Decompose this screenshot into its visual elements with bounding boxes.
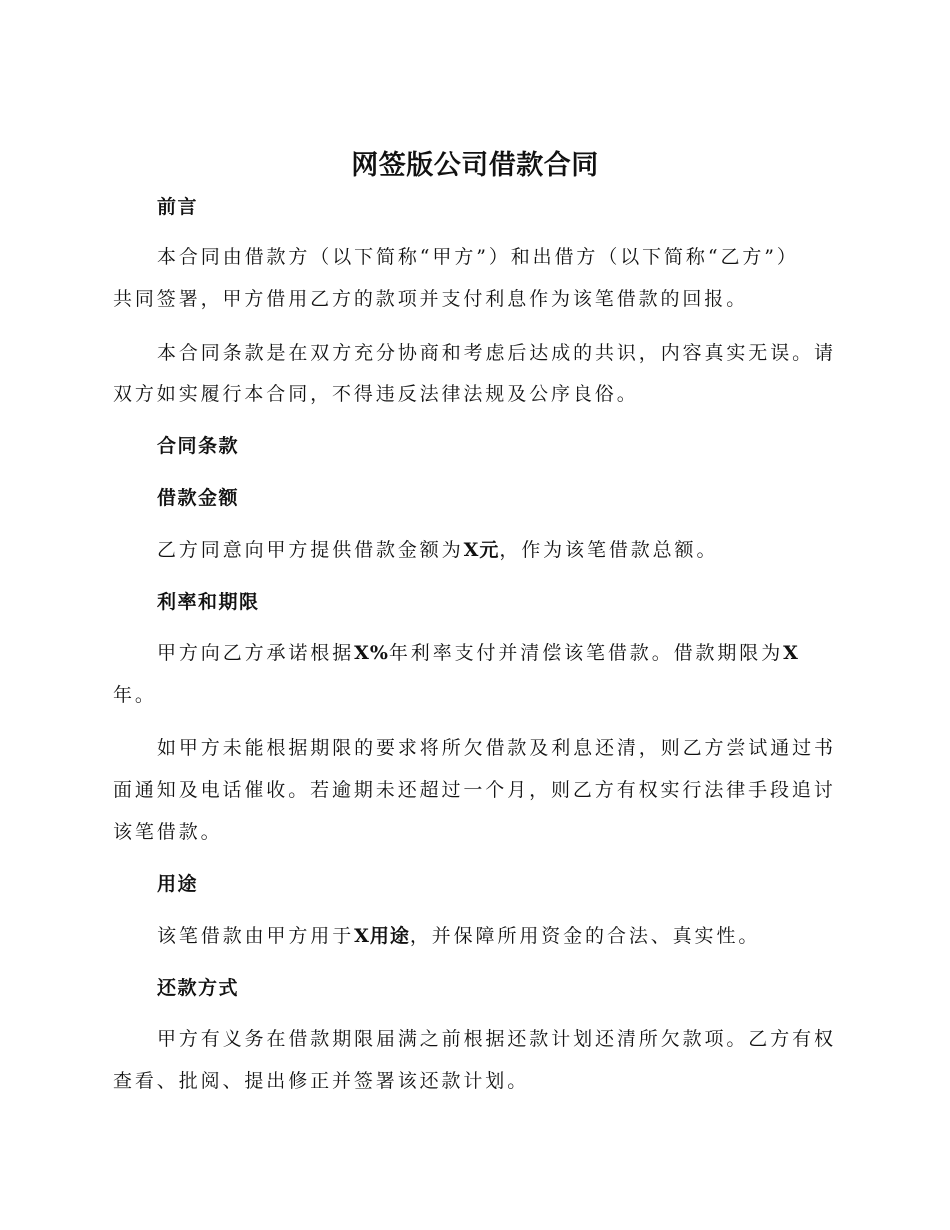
paragraph-line: 本合同由借款方（以下简称“甲方”）和出借方（以下简称“乙方”） (157, 246, 799, 268)
purpose-placeholder: X用途 (354, 925, 410, 947)
text-run: 年利率支付并清偿该笔借款。借款期限为 (388, 642, 784, 664)
paragraph-line: 如甲方未能根据期限的要求将所欠借款及利息还清，则乙方尝试通过书 (157, 737, 836, 759)
section-heading-loan-amount: 借款金额 (157, 487, 240, 509)
paragraph-line: 甲方有义务在借款期限届满之前根据还款计划还清所欠款项。乙方有权 (157, 1028, 836, 1050)
section-heading-purpose: 用途 (157, 873, 199, 895)
document-title: 网签版公司借款合同 (351, 150, 599, 181)
paragraph-line: 年。 (113, 684, 157, 706)
text-run: 该笔借款由甲方用于 (157, 925, 355, 947)
text-run: ，并保障所用资金的合法、真实性。 (409, 925, 761, 947)
section-heading-terms: 合同条款 (157, 435, 240, 457)
text-run: ，作为该笔借款总额。 (499, 539, 719, 561)
rate-placeholder: X% (354, 642, 389, 664)
section-heading-preface: 前言 (157, 196, 199, 218)
paragraph-line: 面通知及电话催收。若逾期未还超过一个月，则乙方有权实行法律手段追讨 (113, 779, 836, 801)
paragraph-line: 本合同条款是在双方充分协商和考虑后达成的共识，内容真实无误。请 (157, 342, 836, 364)
paragraph-line: 查看、批阅、提出修正并签署该还款计划。 (113, 1070, 530, 1092)
paragraph-line: 双方如实履行本合同，不得违反法律法规及公序良俗。 (113, 383, 639, 405)
paragraph-line: 共同签署，甲方借用乙方的款项并支付利息作为该笔借款的回报。 (113, 288, 749, 310)
text-run: 甲方向乙方承诺根据 (157, 642, 355, 664)
paragraph-line (157, 923, 760, 949)
paragraph-line: 该笔借款。 (113, 821, 223, 843)
amount-placeholder: X元 (463, 539, 500, 561)
paragraph-line (157, 537, 718, 563)
section-heading-repayment: 还款方式 (157, 977, 240, 999)
section-heading-rate-term: 利率和期限 (157, 591, 260, 613)
term-placeholder: X (783, 642, 799, 664)
paragraph-line (157, 640, 799, 666)
text-run: 乙方同意向甲方提供借款金额为 (157, 539, 464, 561)
